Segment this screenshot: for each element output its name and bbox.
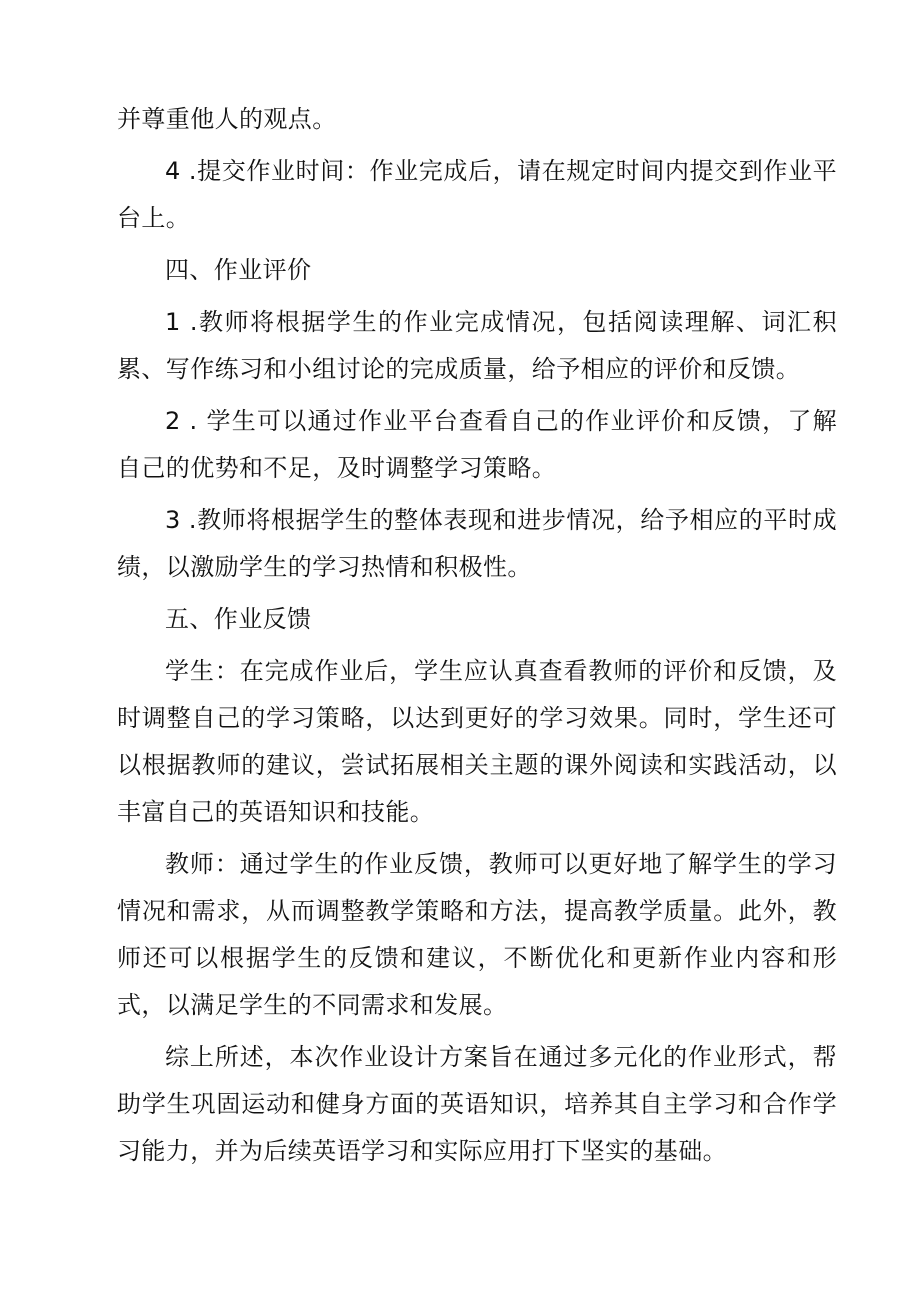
section-heading-evaluation: 四、作业评价 [165, 256, 312, 284]
paragraph-continuation: 并尊重他人的观点。 [117, 105, 337, 133]
paragraph-submission-time: 4 .提交作业时间：作业完成后，请在规定时间内提交到作业平台上。 [117, 157, 837, 232]
paragraph-feedback-students: 学生：在完成作业后，学生应认真查看教师的评价和反馈，及时调整自己的学习策略，以达到更好的学习效果。同时，学生还可以根据教师的建议，尝试拓展相关主题的课外阅读和实践活动，以丰富自己的英语知识和技能。 [117, 657, 837, 826]
paragraph-evaluation-3: 3 .教师将根据学生的整体表现和进步情况，给予相应的平时成绩，以激励学生的学习热情和积极性。 [117, 506, 837, 581]
paragraph-feedback-teachers: 教师：通过学生的作业反馈，教师可以更好地了解学生的学习情况和需求，从而调整教学策略和方法，提高教学质量。此外，教师还可以根据学生的反馈和建议，不断优化和更新作业内容和形式，以满足学生的不同需求和发展。 [117, 850, 837, 1019]
document-body [117, 96, 837, 1180]
paragraph-evaluation-2: 2 . 学生可以通过作业平台查看自己的作业评价和反馈，了解自己的优势和不足，及时调整学习策略。 [117, 407, 837, 482]
paragraph-summary: 综上所述，本次作业设计方案旨在通过多元化的作业形式，帮助学生巩固运动和健身方面的英语知识，培养其自主学习和合作学习能力，并为后续英语学习和实际应用打下坚实的基础。 [117, 1043, 837, 1165]
section-heading-feedback: 五、作业反馈 [165, 605, 312, 633]
paragraph-evaluation-1: 1 .教师将根据学生的作业完成情况，包括阅读理解、词汇积累、写作练习和小组讨论的完成质量，给予相应的评价和反馈。 [117, 308, 837, 383]
